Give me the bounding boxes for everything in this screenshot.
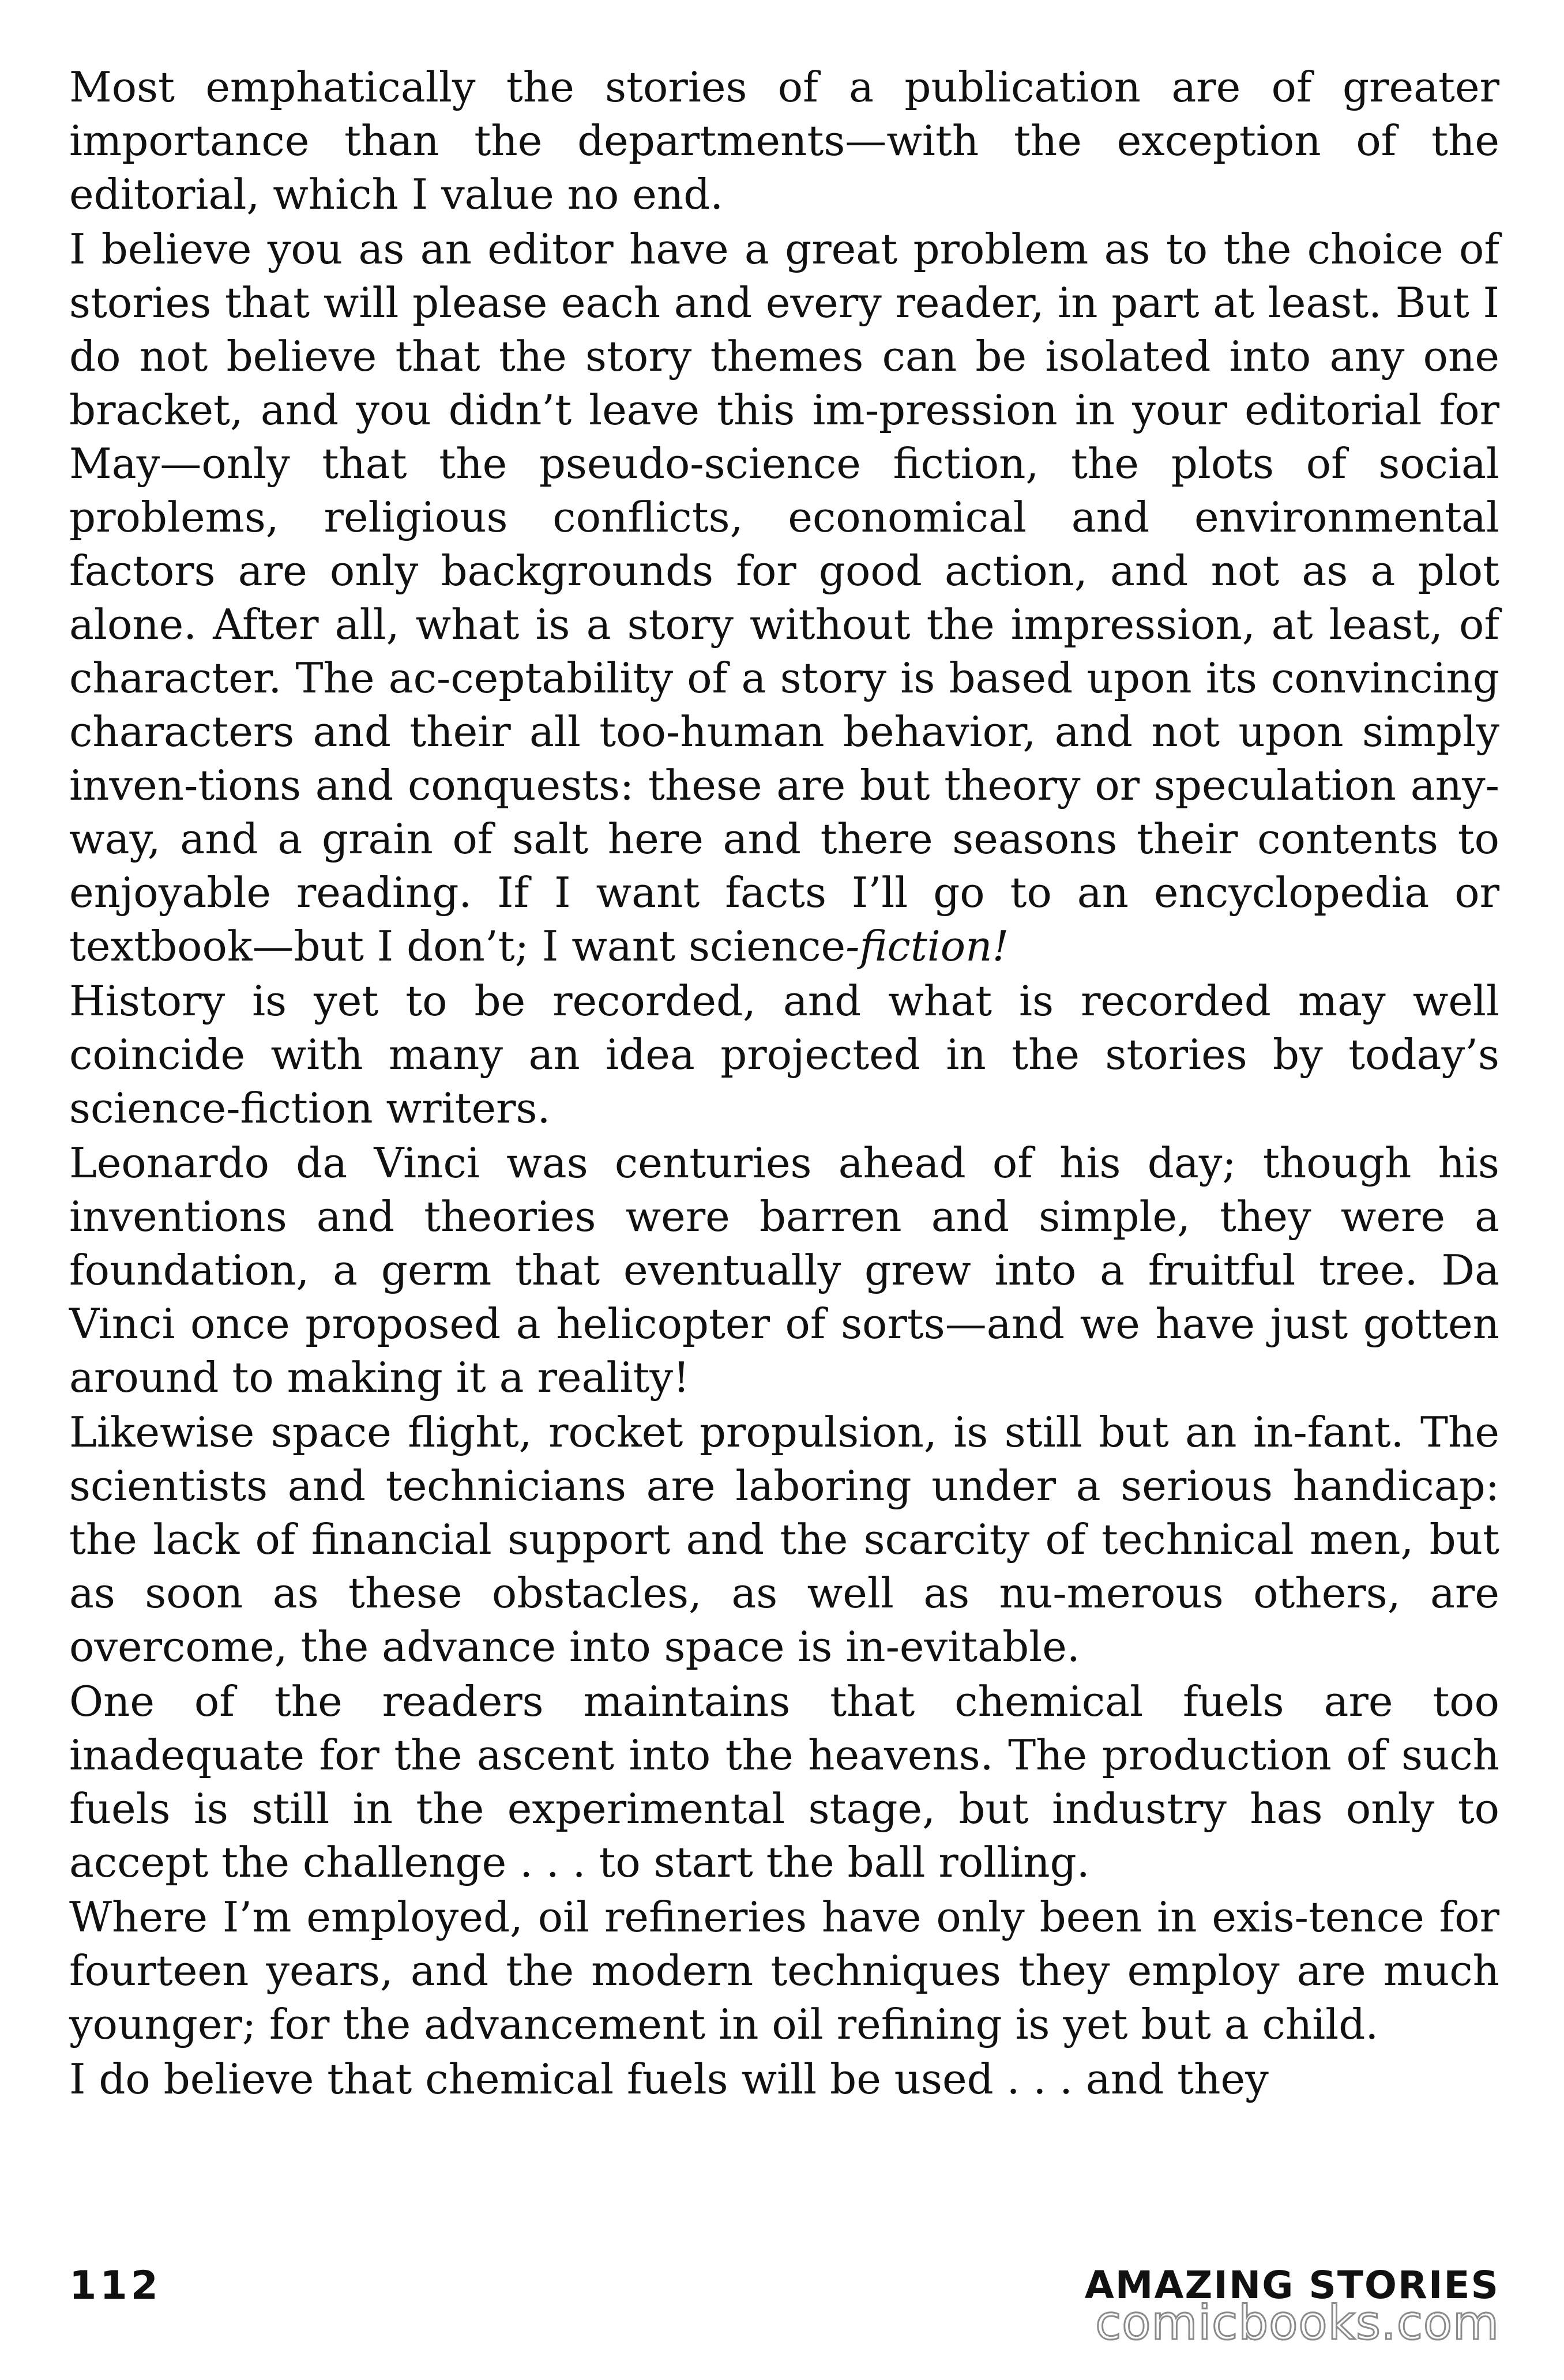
paragraph-2: [69, 223, 1499, 973]
paragraph-3: History is yet to be recorded, and what is recorded may well coincide with many an idea projected in the stories by today’s science-fiction writers.: [69, 977, 1499, 1132]
letter-text: [69, 61, 1499, 2107]
magazine-title: AMAZING STORIES: [1084, 2263, 1499, 2307]
paragraph-2-emphasis: -fiction!: [845, 922, 1009, 970]
paragraph-1: Most emphatically the stories of a publication are of greater importance than the departments—with the exception of the editorial, which I value no end.: [69, 63, 1499, 219]
paragraph-6: One of the readers maintains that chemical fuels are too inadequate for the ascent into the heavens. The production of such fuels is still in the experimental stage, but industry has only to accept the challenge . . . to start the ball rolling.: [69, 1677, 1499, 1886]
paragraph-2-text: I believe you as an editor have a great problem as to the choice of stories that will please each and every reader, in part at least. But I do not believe that the story themes can be isolated into any one bracket, and you didn’t leave this im-pression in your editorial for May—only that the pseudo-science fiction, the plots of social problems, religious conflicts, economical and environmental factors are only backgrounds for good action, and not as a plot alone. After all, what is a story without the impression, at least, of character. The ac-ceptability of a story is based upon its convincing characters and their all too-human behavior, and not upon simply inven-tions and conquests: these are but theory or speculation any-way, and a grain of salt here and there seasons their contents to enjoyable reading. If I want facts I’ll go to an encyclopedia or textbook—but I don’t; I want science: [69, 225, 1499, 970]
paragraph-4: Leonardo da Vinci was centuries ahead of his day; though his inventions and theories were barren and simple, they were a foundation, a germ that eventually grew into a fruitful tree. Da Vinci once proposed a helicopter of sorts—and we have just gotten around to making it a reality!: [69, 1139, 1499, 1402]
page-number: 112: [69, 2263, 161, 2309]
paragraph-5: Likewise space flight, rocket propulsion, is still but an in-fant. The scientists and technicians are laboring under a serious handicap: the lack of financial support and the scarcity of technical men, but as soon as these obstacles, as well as nu-merous others, are overcome, the advance into space is in-evitable.: [69, 1408, 1499, 1671]
paragraph-8: I do believe that chemical fuels will be used . . . and they: [69, 2055, 1269, 2103]
paragraph-7: Where I’m employed, oil refineries have only been in exis-tence for fourteen years, and the modern techniques they employ are much younger; for the advancement in oil refining is yet but a child.: [69, 1893, 1499, 2048]
watermark: comicbooks.com: [1095, 2296, 1499, 2351]
